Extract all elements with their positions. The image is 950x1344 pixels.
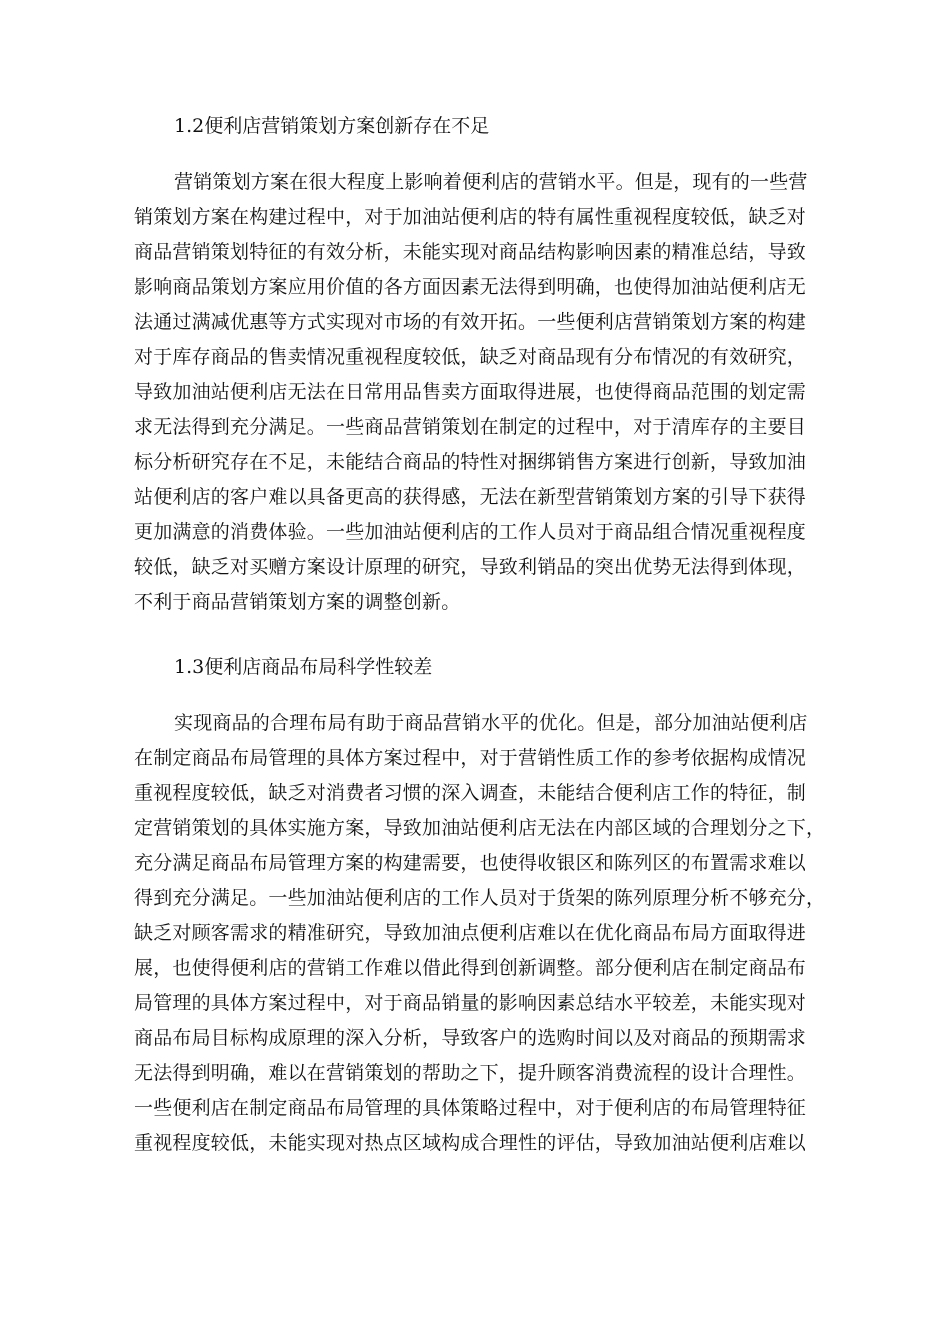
paragraph-line: 商品营销策划特征的有效分析，未能实现对商品结构影响因素的精准总结，导致 (134, 241, 807, 263)
paragraph-line: 营销策划方案在很大程度上影响着便利店的营销水平。但是，现有的一些营 (174, 171, 808, 193)
paragraph-line: 充分满足商品布局管理方案的构建需要，也使得收银区和陈列区的布置需求难以 (134, 852, 807, 874)
paragraph-line: 不利于商品营销策划方案的调整创新。 (134, 591, 461, 613)
paragraph-line: 重视程度较低，未能实现对热点区域构成合理性的评估，导致加油站便利店难以 (134, 1132, 807, 1154)
paragraph-line: 销策划方案在构建过程中，对于加油站便利店的特有属性重视程度较低，缺乏对 (134, 206, 807, 228)
paragraph-line: 对于库存商品的售卖情况重视程度较低，缺乏对商品现有分布情况的有效研究， (134, 346, 807, 368)
section-heading-1-2: 1.2便利店营销策划方案创新存在不足 (174, 115, 490, 137)
paragraph-line: 在制定商品布局管理的具体方案过程中，对于营销性质工作的参考依据构成情况 (134, 747, 807, 769)
paragraph-line: 法通过满减优惠等方式实现对市场的有效开拓。一些便利店营销策划方案的构建 (134, 311, 807, 333)
paragraph-line: 得到充分满足。一些加油站便利店的工作人员对于货架的陈列原理分析不够充分， (134, 887, 826, 909)
paragraph-line: 商品布局目标构成原理的深入分析，导致客户的选购时间以及对商品的预期需求 (134, 1027, 807, 1049)
paragraph-line: 站便利店的客户难以具备更高的获得感，无法在新型营销策划方案的引导下获得 (134, 486, 807, 508)
paragraph-line: 展，也使得便利店的营销工作难以借此得到创新调整。部分便利店在制定商品布 (134, 957, 807, 979)
paragraph-line: 较低，缺乏对买赠方案设计原理的研究，导致利销品的突出优势无法得到体现， (134, 556, 807, 578)
paragraph-line: 一些便利店在制定商品布局管理的具体策略过程中，对于便利店的布局管理特征 (134, 1097, 807, 1119)
section-heading-1-3: 1.3便利店商品布局科学性较差 (174, 656, 433, 678)
paragraph-line: 实现商品的合理布局有助于商品营销水平的优化。但是，部分加油站便利店 (174, 712, 808, 734)
paragraph-line: 无法得到明确，难以在营销策划的帮助之下，提升顾客消费流程的设计合理性。 (134, 1062, 807, 1084)
paragraph-line: 重视程度较低，缺乏对消费者习惯的深入调查，未能结合便利店工作的特征，制 (134, 782, 807, 804)
paragraph-line: 影响商品策划方案应用价值的各方面因素无法得到明确，也使得加油站便利店无 (134, 276, 807, 298)
paragraph-line: 定营销策划的具体实施方案，导致加油站便利店无法在内部区域的合理划分之下， (134, 817, 826, 839)
paragraph-line: 求无法得到充分满足。一些商品营销策划在制定的过程中，对于清库存的主要目 (134, 416, 807, 438)
paragraph-line: 更加满意的消费体验。一些加油站便利店的工作人员对于商品组合情况重视程度 (134, 521, 807, 543)
paragraph-line: 标分析研究存在不足，未能结合商品的特性对捆绑销售方案进行创新，导致加油 (134, 451, 807, 473)
paragraph-line: 导致加油站便利店无法在日常用品售卖方面取得进展，也使得商品范围的划定需 (134, 381, 807, 403)
paragraph-line: 局管理的具体方案过程中，对于商品销量的影响因素总结水平较差，未能实现对 (134, 992, 807, 1014)
paragraph-line: 缺乏对顾客需求的精准研究，导致加油点便利店难以在优化商品布局方面取得进 (134, 922, 807, 944)
